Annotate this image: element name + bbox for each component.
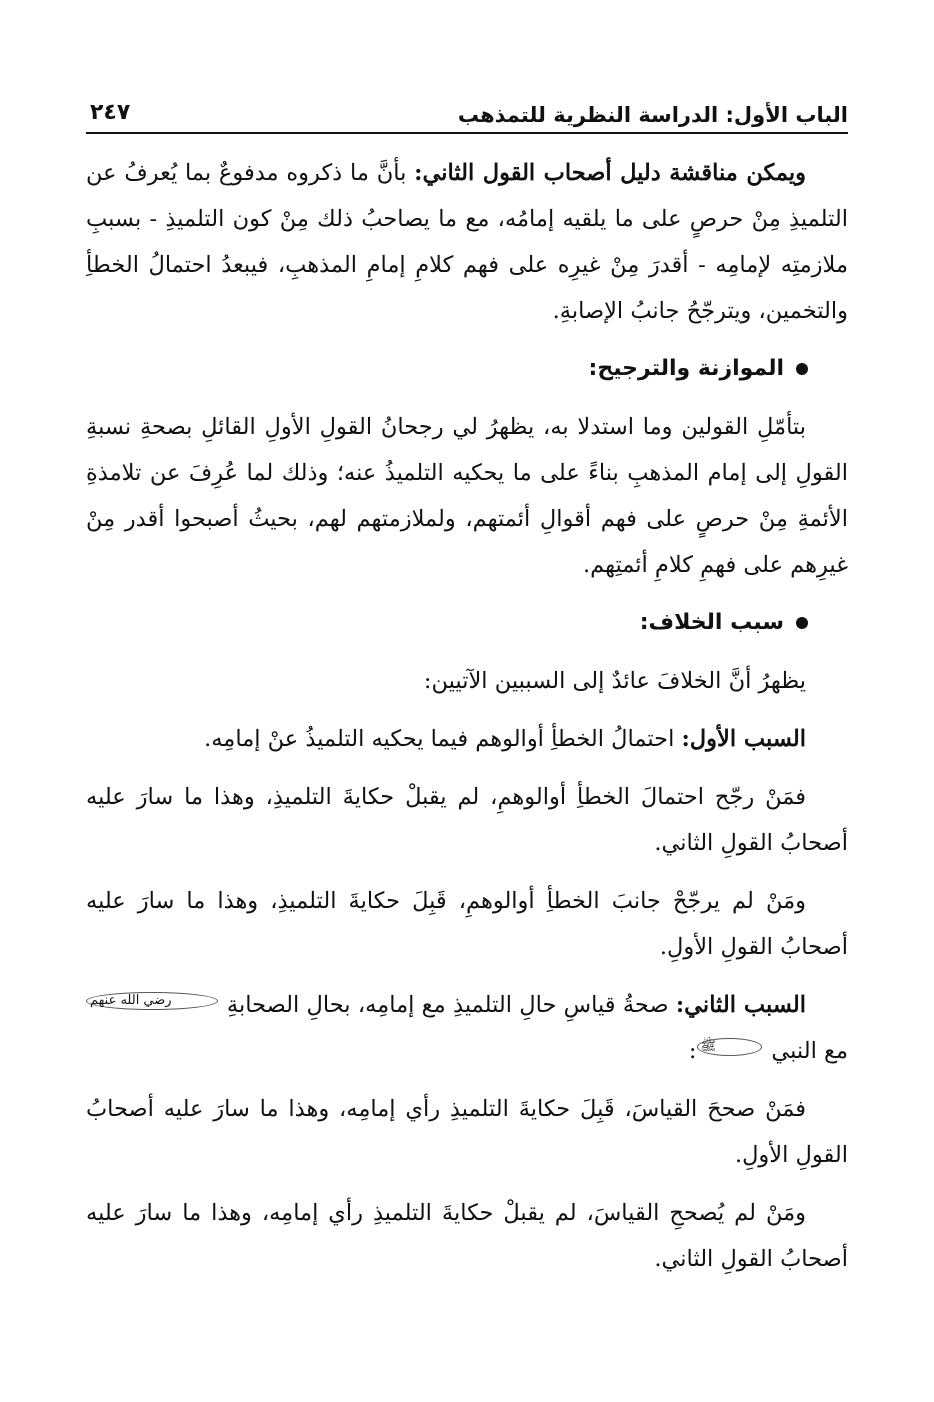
discussion-text: بأنَّ ما ذكروه مدفوعٌ بما يُعرفُ عن التلميذِ مِنْ حرصٍ على ما يلقيه إمامُه، مع ما يصاحبُ ذلك مِنْ كون التلميذِ - بسببِ ملازمتِه لإمامِه - أقدرَ مِنْ غيرِه على فهم كلامِ إمامِ المذهبِ، فيبعدُ احتمالُ الخطأِ والتخمين، ويترجّحُ جانبُ الإصابةِ. — [86, 160, 848, 324]
first-reason-text: احتمالُ الخطأِ أوالوهم فيما يحكيه التلميذُ عنْ إمامِه. — [204, 726, 675, 752]
heading-weighing — [86, 346, 848, 392]
second-reason-text-b: مع النبي — [771, 1038, 848, 1064]
paragraph-reasons-intro: يظهرُ أنَّ الخلافَ عائدٌ إلى السببين الآتيين: — [423, 668, 806, 694]
paragraph-second-reason-a: فمَنْ صححَ القياسَ، قَبِلَ حكايةَ التلميذِ رأي إمامِه، وهذا ما سارَ عليه أصحابُ القولِ الأولِ. — [86, 1096, 848, 1168]
second-reason-end: : — [688, 1038, 697, 1064]
bullet-icon — [796, 617, 808, 629]
bullet-icon — [796, 363, 808, 375]
discussion-lead: ويمكن مناقشة دليل أصحاب القول الثاني: — [414, 160, 807, 186]
heading-reason — [86, 600, 848, 646]
paragraph-weighing: بتأمّلِ القولين وما استدلا به، يظهرُ لي رجحانُ القولِ الأولِ القائلِ بصحةِ نسبةِ القولِ إلى إمام المذهبِ بناءً على ما يحكيه التلميذُ عنه؛ وذلك لما عُرِفَ عن تلامذةِ الأئمةِ مِنْ حرصٍ على فهم أقوالِ أئمتهم، ولملازمتهم لهم، بحيثُ أصبحوا أقدر مِنْ غيرِهم على فهمِ كلامِ أئمتِهم. — [86, 414, 848, 578]
running-header — [86, 96, 848, 134]
paragraph-second-reason-b: ومَنْ لم يُصححِ القياسَ، لم يقبلْ حكايةَ التلميذِ رأي إمامِه، وهذا ما سارَ عليه أصحابُ القولِ الثاني. — [86, 1200, 848, 1272]
chapter-title: الباب الأول: الدراسة النظرية للتمذهب — [457, 103, 848, 127]
paragraph-first-reason-b: ومَنْ لم يرجّحْ جانبَ الخطأِ أوالوهمِ، قَبِلَ حكايةَ التلميذِ، وهذا ما سارَ عليه أصحابُ القولِ الأولِ. — [86, 888, 848, 960]
paragraph-first-reason — [86, 716, 848, 762]
heading-reason-text: سبب الخلاف: — [639, 610, 784, 635]
second-reason-lead: السبب الثاني: — [675, 992, 806, 1018]
heading-weighing-text: الموازنة والترجيح: — [588, 356, 784, 381]
paragraph-first-reason-a: فمَنْ رجّح احتمالَ الخطأِ أوالوهمِ، لم يقبلْ حكايةَ التلميذِ، وهذا ما سارَ عليه أصحابُ القولِ الثاني. — [86, 784, 848, 856]
first-reason-lead: السبب الأول: — [681, 726, 806, 752]
honorific-companions: رضي الله عنهم — [86, 992, 218, 1010]
honorific-prophet: ﷺ — [697, 1038, 763, 1056]
body-text — [86, 150, 848, 1294]
second-reason-text-a: صحةُ قياسِ حالِ التلميذِ مع إمامِه، بحالِ الصحابةِ — [226, 992, 669, 1018]
page-number: ٢٤٧ — [90, 100, 131, 125]
paragraph-second-reason — [86, 982, 848, 1074]
paragraph-discussion — [86, 150, 848, 334]
